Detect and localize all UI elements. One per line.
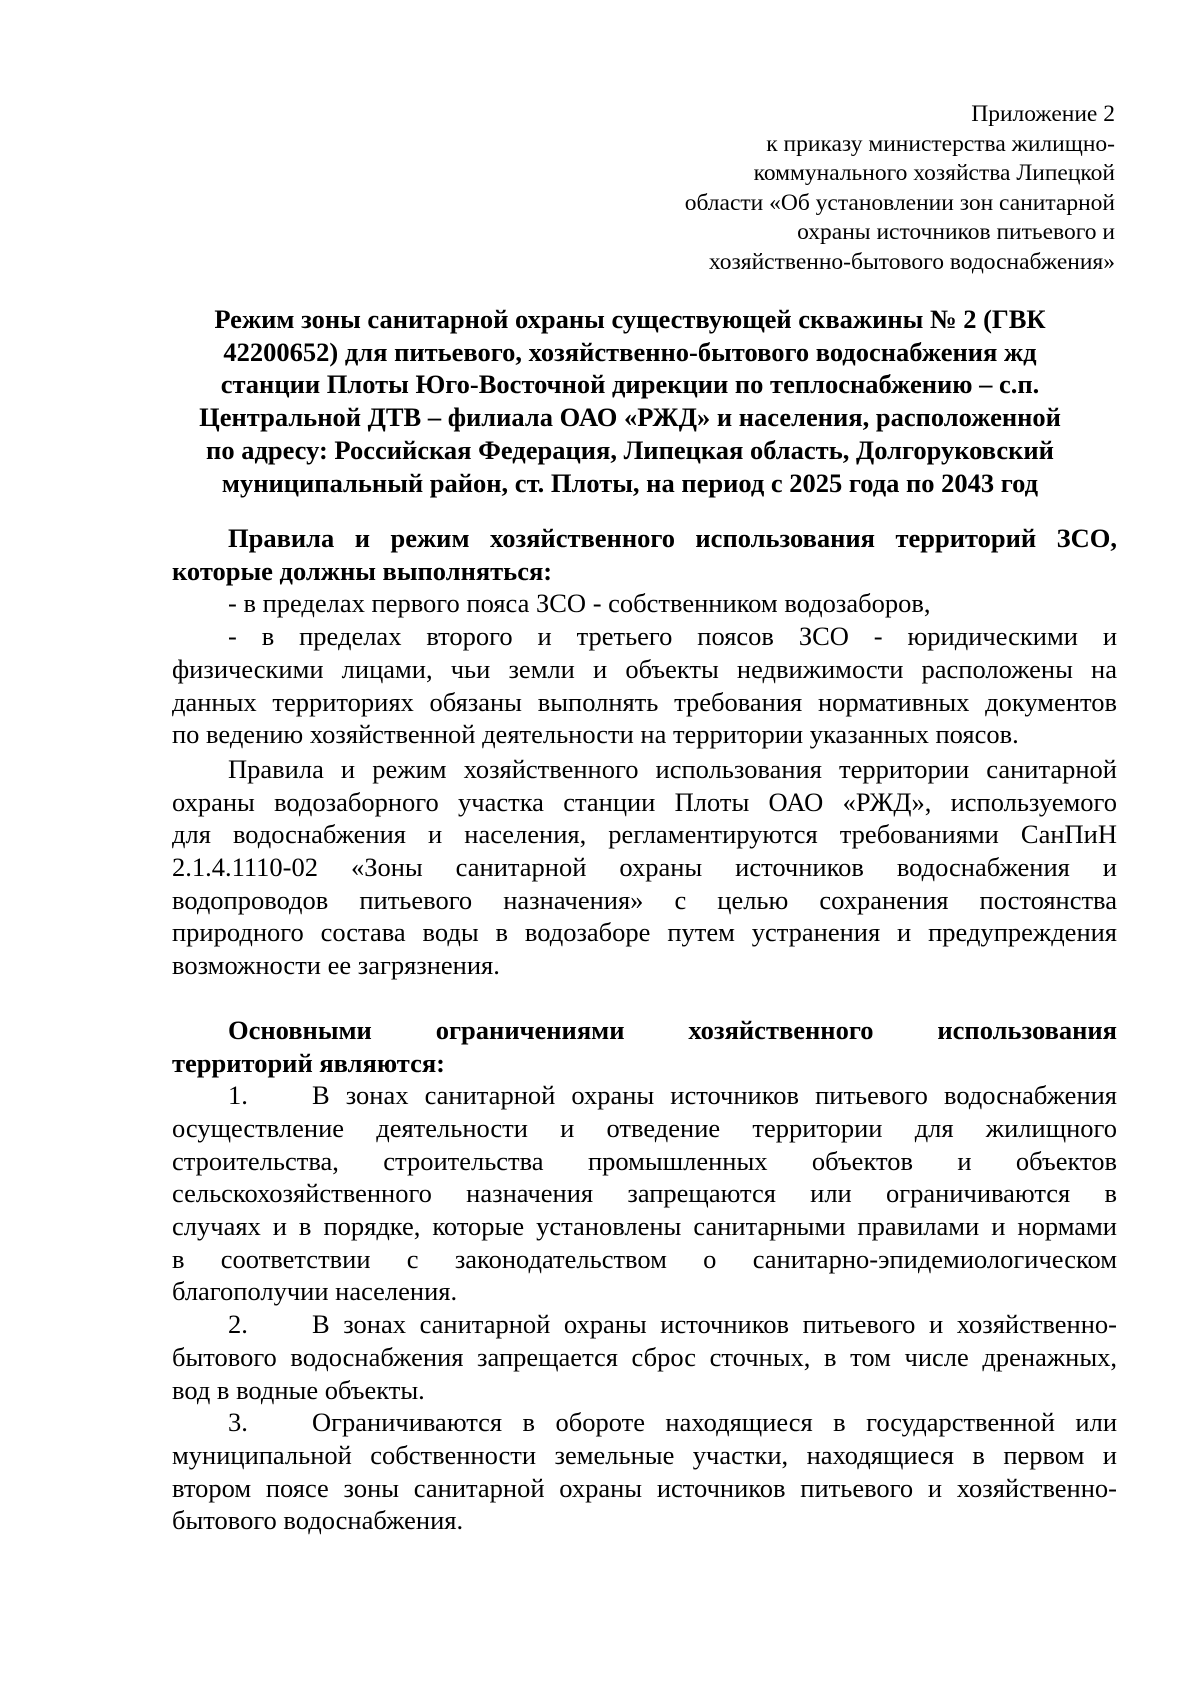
rules-heading-line: которые должны выполняться: bbox=[172, 555, 553, 586]
paragraph-line: водопроводов питьевого назначения» с целью сохранения постоянства bbox=[172, 884, 1117, 915]
restriction-number: 3. bbox=[228, 1407, 248, 1438]
restrictions-heading bbox=[172, 1014, 1117, 1079]
title-line: Центральной ДТВ – филиала ОАО «РЖД» и населения, расположенной bbox=[199, 402, 1061, 433]
restriction-number: 1. bbox=[228, 1080, 248, 1111]
appendix-line: Приложение 2 bbox=[971, 101, 1115, 127]
appendix-note bbox=[685, 100, 1115, 278]
restriction-text: В зонах санитарной охраны источников питьевого водоснабжения bbox=[312, 1080, 1117, 1111]
restriction-text: В зонах санитарной охраны источников питьевого и хозяйственно- bbox=[312, 1309, 1117, 1340]
rules-item-first-belt: - в пределах первого пояса ЗСО - собственником водозаборов, bbox=[228, 588, 931, 619]
paragraph-line: Правила и режим хозяйственного использования территории санитарной bbox=[228, 753, 1117, 784]
title-line: Режим зоны санитарной охраны существующей скважины № 2 (ГВК bbox=[214, 304, 1046, 334]
restriction-number: 2. bbox=[228, 1309, 248, 1340]
restriction-line: строительства, строительства промышленных объектов и объектов bbox=[172, 1145, 1117, 1176]
restriction-first-line bbox=[172, 1079, 1117, 1112]
appendix-line: к приказу министерства жилищно- bbox=[766, 130, 1115, 157]
rules-heading bbox=[172, 522, 1117, 587]
appendix-line: охраны источников питьевого и bbox=[797, 219, 1115, 246]
rules-heading-line: Правила и режим хозяйственного использования территорий ЗСО, bbox=[228, 523, 1117, 553]
restriction-line: муниципальной собственности земельные участки, находящиеся в первом и bbox=[172, 1439, 1117, 1470]
rules-item-line: данных территориях обязаны выполнять требования нормативных документов bbox=[172, 686, 1117, 717]
paragraph-line: для водоснабжения и населения, регламентируются требованиями СанПиН bbox=[172, 819, 1117, 850]
appendix-line: коммунального хозяйства Липецкой bbox=[753, 160, 1115, 187]
rules-item-line: физическими лицами, чьи земли и объекты недвижимости расположены на bbox=[172, 653, 1117, 684]
rules-item-line: по ведению хозяйственной деятельности на территории указанных поясов. bbox=[172, 719, 1019, 750]
document-body bbox=[172, 522, 1117, 1537]
spacer bbox=[172, 982, 1117, 1014]
appendix-line: области «Об установлении зон санитарной bbox=[684, 189, 1115, 216]
restriction-line: вод в водные объекты. bbox=[172, 1374, 425, 1405]
restriction-item-3 bbox=[172, 1406, 1117, 1537]
paragraph-line: 2.1.4.1110-02 «Зоны санитарной охраны источников водоснабжения и bbox=[172, 852, 1117, 883]
restriction-text: Ограничиваются в обороте находящиеся в государственной или bbox=[312, 1407, 1117, 1438]
restriction-first-line bbox=[172, 1406, 1117, 1439]
restriction-line: осуществление деятельности и отведение территории для жилищного bbox=[172, 1112, 1117, 1143]
restriction-line: случаях и в порядке, которые установлены санитарными правилами и нормами bbox=[172, 1211, 1117, 1242]
restrictions-heading-line: Основными ограничениями хозяйственного использования bbox=[228, 1014, 1117, 1045]
paragraph-line: охраны водозаборного участка станции Плоты ОАО «РЖД», используемого bbox=[172, 786, 1117, 817]
title-line: муниципальный район, ст. Плоты, на период с 2025 года по 2043 год bbox=[221, 467, 1039, 498]
paragraph-line: возможности ее загрязнения. bbox=[172, 950, 500, 981]
rules-item-line: - в пределах второго и третьего поясов ЗСО - юридическими и bbox=[228, 621, 1117, 652]
restriction-item-1 bbox=[172, 1079, 1117, 1308]
restriction-first-line bbox=[172, 1308, 1117, 1341]
title-line: по адресу: Российская Федерация, Липецкая область, Долгоруковский bbox=[206, 434, 1054, 465]
restriction-line: втором поясе зоны санитарной охраны источников питьевого и хозяйственно- bbox=[172, 1472, 1117, 1503]
rules-item-second-third-belts bbox=[172, 620, 1117, 751]
paragraph-line: природного состава воды в водозаборе путем устранения и предупреждения bbox=[172, 917, 1117, 948]
restriction-line: бытового водоснабжения запрещается сброс сточных, в том числе дренажных, bbox=[172, 1341, 1117, 1372]
title-line: 42200652) для питьевого, хозяйственно-бытового водоснабжения жд bbox=[223, 336, 1037, 367]
restriction-line: бытового водоснабжения. bbox=[172, 1505, 464, 1536]
restriction-line: благополучии населения. bbox=[172, 1276, 458, 1307]
title-line: станции Плоты Юго-Восточной дирекции по теплоснабжению – с.п. bbox=[220, 369, 1040, 400]
restriction-line: сельскохозяйственного назначения запрещаются или ограничиваются в bbox=[172, 1178, 1117, 1209]
appendix-line: хозяйственно-бытового водоснабжения» bbox=[708, 248, 1115, 275]
rules-paragraph bbox=[172, 753, 1117, 982]
restriction-line: в соответствии с законодательством о санитарно-эпидемиологическом bbox=[172, 1243, 1117, 1274]
restrictions-heading-line: территорий являются: bbox=[172, 1047, 446, 1078]
restriction-item-2 bbox=[172, 1308, 1117, 1406]
document-title bbox=[150, 303, 1110, 499]
